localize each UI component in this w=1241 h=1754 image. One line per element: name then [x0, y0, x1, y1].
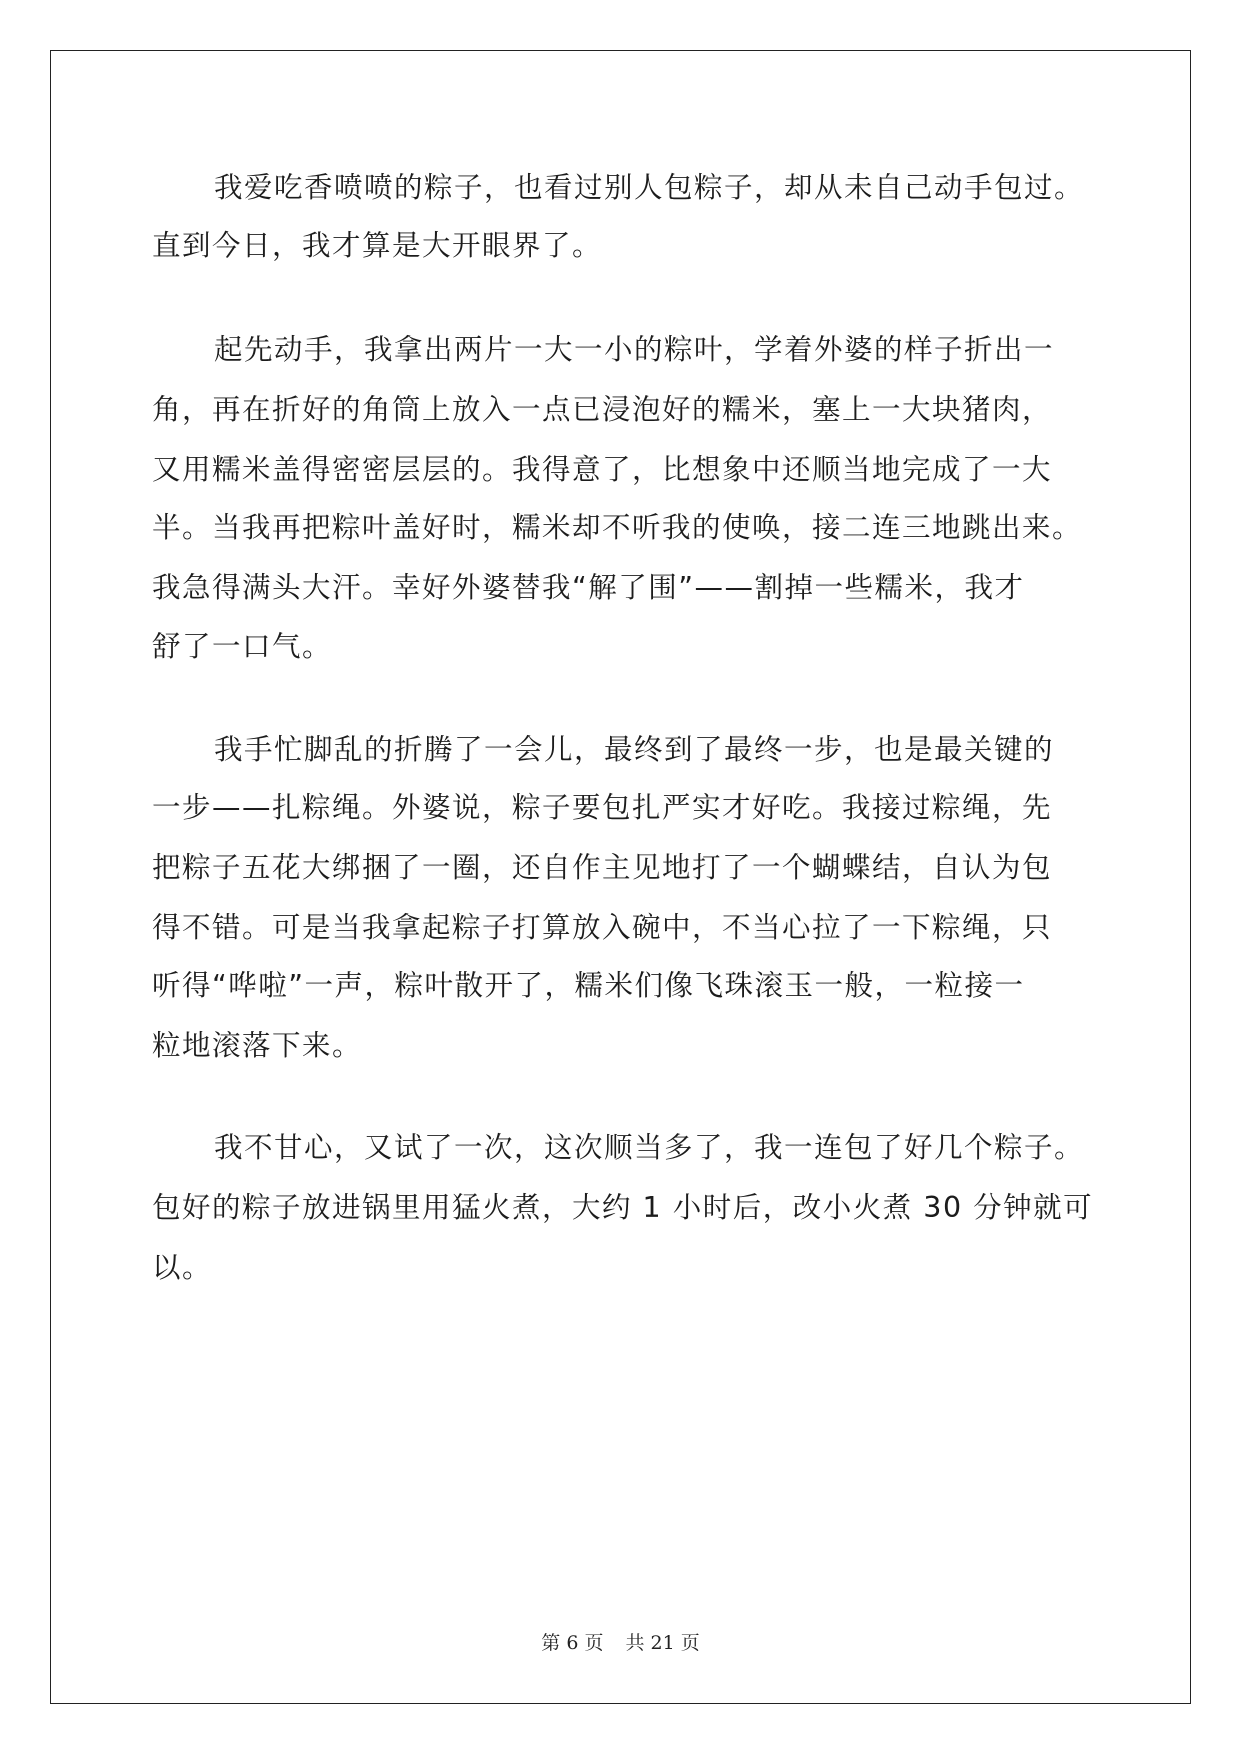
paragraph-3-line-6: 粒地滚落下来。 — [152, 1029, 363, 1062]
paragraph-3-line-2: 一步——扎粽绳。外婆说，粽子要包扎严实才好吃。我接过粽绳，先 — [152, 791, 1053, 824]
paragraph-2-line-3: 又用糯米盖得密密层层的。我得意了，比想象中还顺当地完成了一大 — [152, 453, 1053, 486]
paragraph-2-line-2: 角，再在折好的角筒上放入一点已浸泡好的糯米，塞上一大块猪肉， — [152, 393, 1053, 426]
paragraph-2-line-6: 舒了一口气。 — [152, 630, 333, 663]
page-footer — [0, 1628, 1241, 1655]
paragraph-2-line-4: 半。当我再把粽叶盖好时，糯米却不听我的使唤，接二连三地跳出来。 — [152, 511, 1083, 544]
page-number: 第 6 页 — [541, 1632, 604, 1654]
paragraph-1-line-2: 直到今日，我才算是大开眼界了。 — [152, 229, 603, 262]
paragraph-1-line-1: 我爱吃香喷喷的粽子，也看过别人包粽子，却从未自己动手包过。 — [214, 171, 1085, 204]
paragraph-4-line-2: 包好的粽子放进锅里用猛火煮，大约 1 小时后，改小火煮 30 分钟就可 — [152, 1191, 1094, 1224]
paragraph-3-line-4: 得不错。可是当我拿起粽子打算放入碗中，不当心拉了一下粽绳，只 — [152, 911, 1053, 944]
paragraph-2-line-1: 起先动手，我拿出两片一大一小的粽叶，学着外婆的样子折出一 — [214, 333, 1055, 366]
paragraph-3-line-1: 我手忙脚乱的折腾了一会儿，最终到了最终一步，也是最关键的 — [214, 733, 1055, 766]
page-total: 共 21 页 — [625, 1632, 700, 1654]
paragraph-3-line-3: 把粽子五花大绑捆了一圈，还自作主见地打了一个蝴蝶结，自认为包 — [152, 851, 1053, 884]
paragraph-3-line-5: 听得“哗啦”一声，粽叶散开了，糯米们像飞珠滚玉一般，一粒接一 — [152, 969, 1025, 1002]
paragraph-2-line-5: 我急得满头大汗。幸好外婆替我“解了围”——割掉一些糯米，我才 — [152, 571, 1025, 604]
paragraph-4-line-3: 以。 — [152, 1251, 213, 1284]
paragraph-4-line-1: 我不甘心，又试了一次，这次顺当多了，我一连包了好几个粽子。 — [214, 1131, 1085, 1164]
